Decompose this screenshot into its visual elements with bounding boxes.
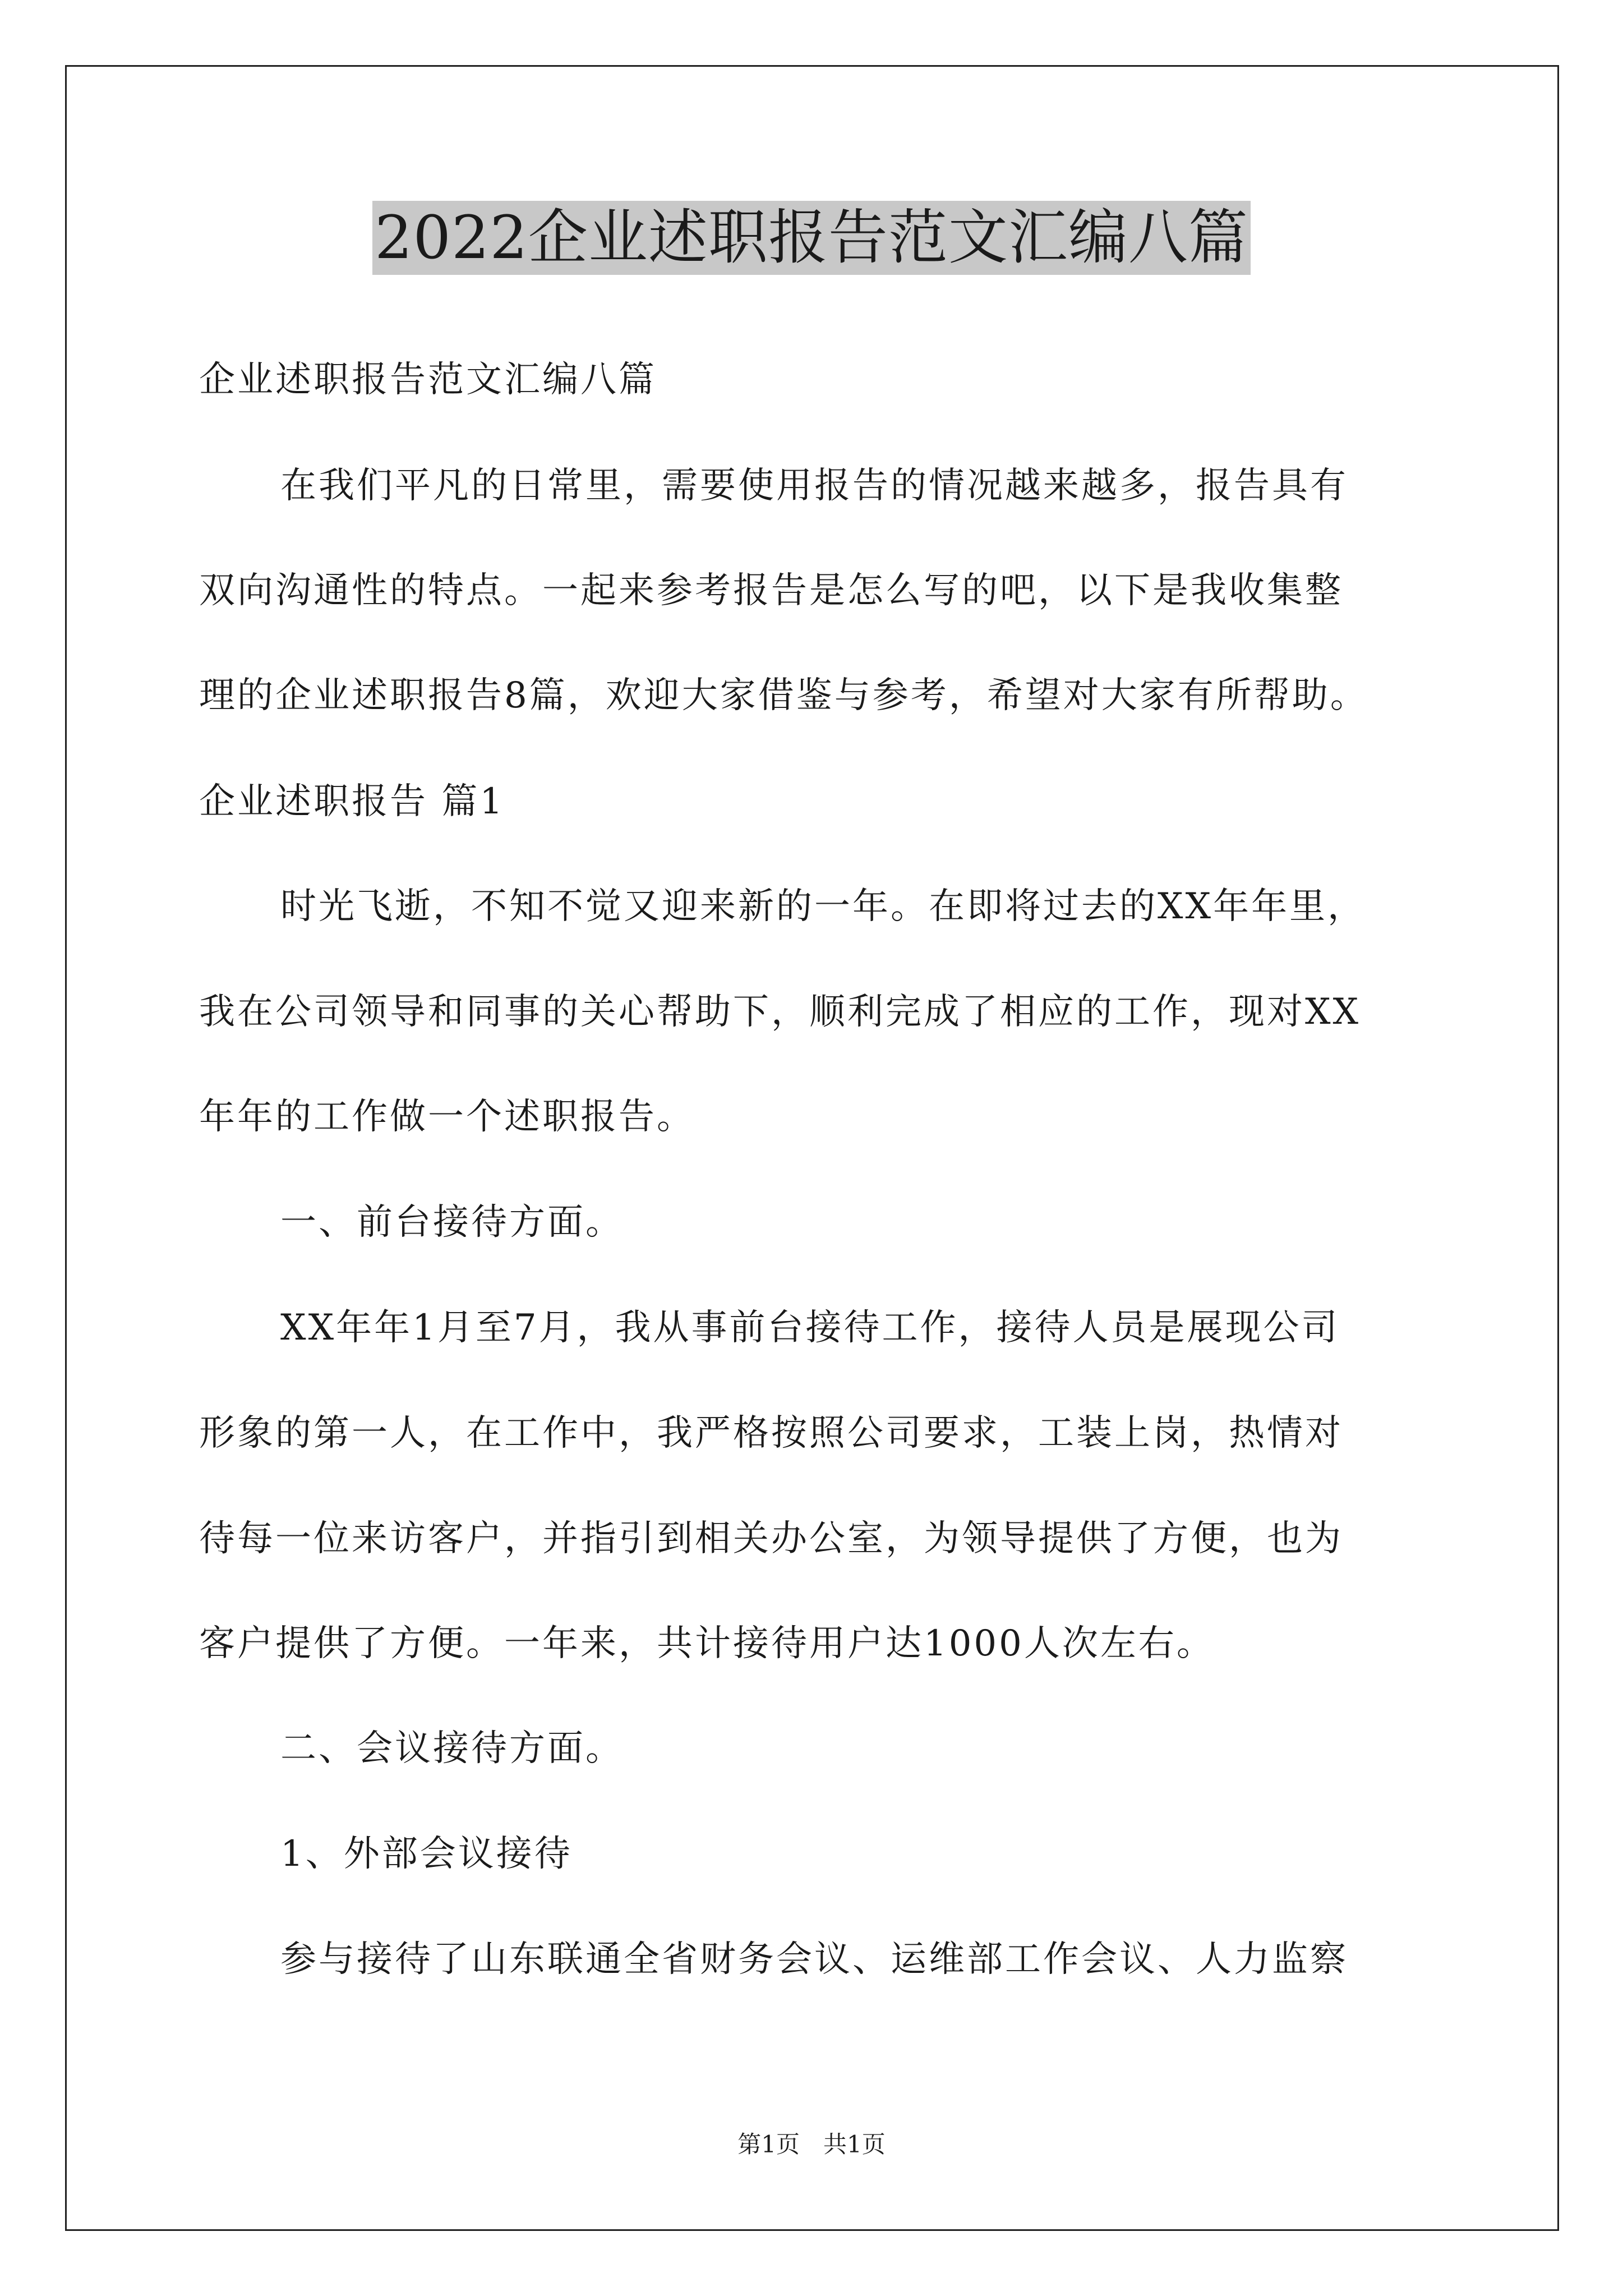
paragraph-line: 我在公司领导和同事的关心帮助下，顺利完成了相应的工作，现对XX: [199, 991, 1361, 1033]
paragraph-line: 待每一位来访客户，并指引到相关办公室，为领导提供了方便，也为: [199, 1518, 1343, 1559]
paragraph-line: 客户提供了方便。一年来，共计接待用户达1000人次左右。: [199, 1623, 1215, 1664]
subsection-heading: 二、会议接待方面。: [280, 1728, 624, 1769]
title-container: [0, 201, 1623, 275]
paragraph-line: 年年的工作做一个述职报告。: [199, 1096, 695, 1138]
paragraph-line: XX年年1月至7月，我从事前台接待工作，接待人员是展现公司: [280, 1307, 1340, 1349]
section-heading: 企业述职报告 篇1: [199, 781, 505, 822]
paragraph-line: 形象的第一人，在工作中，我严格按照公司要求，工装上岗，热情对: [199, 1412, 1343, 1454]
paragraph-line: 理的企业述职报告8篇，欢迎大家借鉴与参考，希望对大家有所帮助。: [199, 675, 1368, 716]
document-title: 2022企业述职报告范文汇编八篇: [372, 201, 1251, 275]
paragraph-line: 在我们平凡的日常里，需要使用报告的情况越来越多，报告具有: [280, 465, 1348, 507]
paragraph-line: 双向沟通性的特点。一起来参考报告是怎么写的吧，以下是我收集整: [199, 570, 1343, 611]
subsection-heading: 一、前台接待方面。: [280, 1202, 624, 1243]
page-footer: 第1页 共1页: [737, 2131, 886, 2158]
subtitle-line: 企业述职报告范文汇编八篇: [199, 359, 657, 401]
paragraph-line: 参与接待了山东联通全省财务会议、运维部工作会议、人力监察: [280, 1939, 1348, 1980]
paragraph-line: 时光飞逝，不知不觉又迎来新的一年。在即将过去的XX年年里，: [280, 886, 1366, 927]
list-item-heading: 1、外部会议接待: [280, 1833, 573, 1875]
